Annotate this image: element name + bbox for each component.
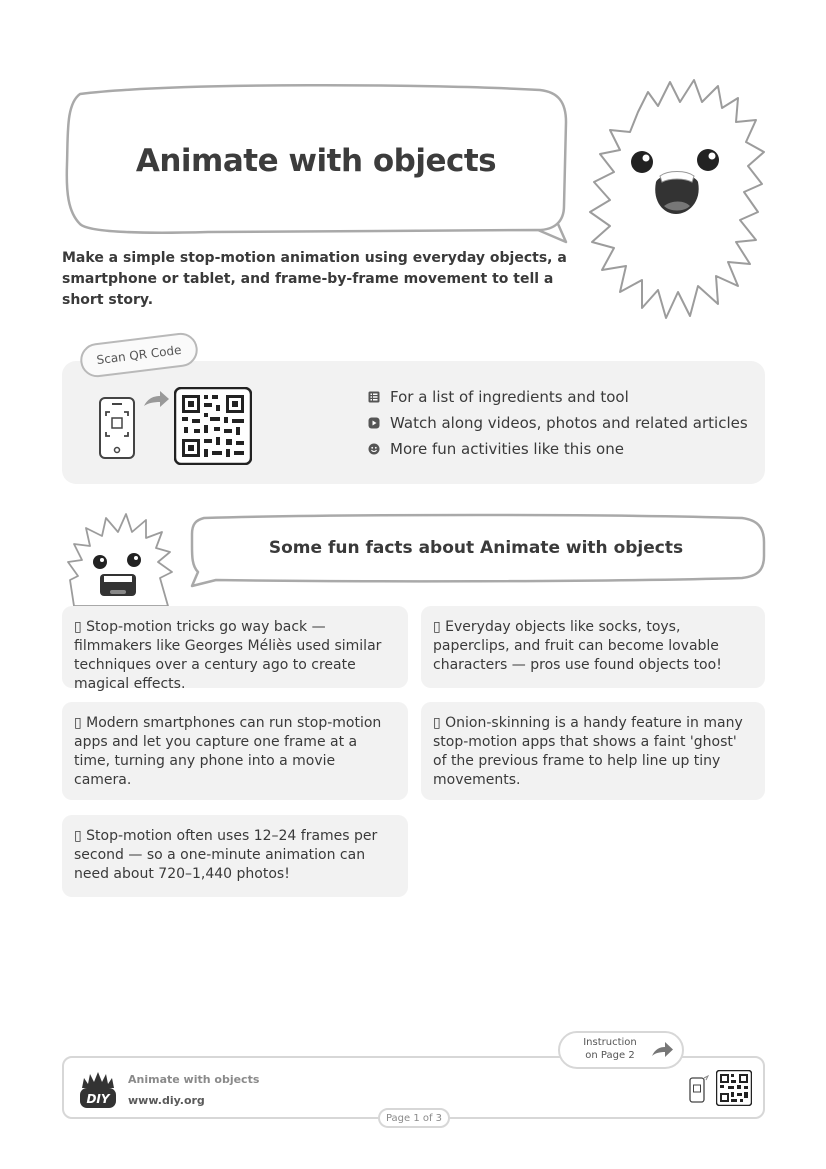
list-icon — [368, 391, 380, 403]
facts-heading: Some fun facts about Animate with objects — [268, 538, 684, 558]
arrow-right-icon — [142, 388, 170, 412]
footer-title: Animate with objects — [128, 1073, 260, 1086]
page-title: Animate with objects — [135, 143, 497, 179]
fact-card: ▯ Modern smartphones can run stop-motion apps and let you capture one frame at a time, turning any phone into a movie camera. — [62, 702, 408, 800]
diy-logo-text: DIY — [86, 1092, 110, 1106]
phone-scan-icon — [688, 1074, 710, 1104]
instruction-label — [570, 1036, 650, 1062]
fact-card: ▯ Everyday objects like socks, toys, paperclips, and fruit can become lovable characters — pros use found objects too! — [421, 606, 765, 688]
qr-code-image — [174, 387, 252, 465]
yeti-small-illustration — [64, 510, 176, 606]
qr-item-text: More fun activities like this one — [390, 440, 624, 458]
diy-logo — [76, 1068, 120, 1112]
footer-qr-code — [716, 1070, 752, 1106]
page-number: Page 1 of 3 — [378, 1108, 450, 1128]
fact-card: ▯ Onion-skinning is a handy feature in many stop-motion apps that shows a faint 'ghost' of the previous frame to help line up tiny movements. — [421, 702, 765, 800]
smiley-icon — [368, 443, 380, 455]
fact-card: ▯ Stop-motion often uses 12–24 frames per second — so a one-minute animation can need about 720–1,440 photos! — [62, 815, 408, 897]
qr-item-videos — [368, 414, 748, 432]
yeti-mascot-illustration — [578, 72, 778, 332]
footer-url-link[interactable]: www.diy.org — [128, 1094, 205, 1107]
intro-text: Make a simple stop-motion animation using everyday objects, a smartphone or tablet, and frame-by-frame movement to tell a short story. — [62, 250, 567, 308]
qr-item-text: For a list of ingredients and tool — [390, 388, 629, 406]
qr-item-activities — [368, 440, 624, 458]
arrow-right-icon — [650, 1040, 674, 1060]
instruction-line-2: on Page 2 — [585, 1050, 635, 1061]
qr-item-text: Watch along videos, photos and related articles — [390, 414, 748, 432]
fact-card: ▯ Stop-motion tricks go way back — filmmakers like Georges Méliès used similar techniques over a century ago to create magical effects. — [62, 606, 408, 688]
qr-item-ingredients — [368, 388, 629, 406]
play-icon — [368, 417, 380, 429]
instruction-line-1: Instruction — [583, 1037, 637, 1048]
scan-qr-label: Scan QR Code — [78, 331, 199, 379]
